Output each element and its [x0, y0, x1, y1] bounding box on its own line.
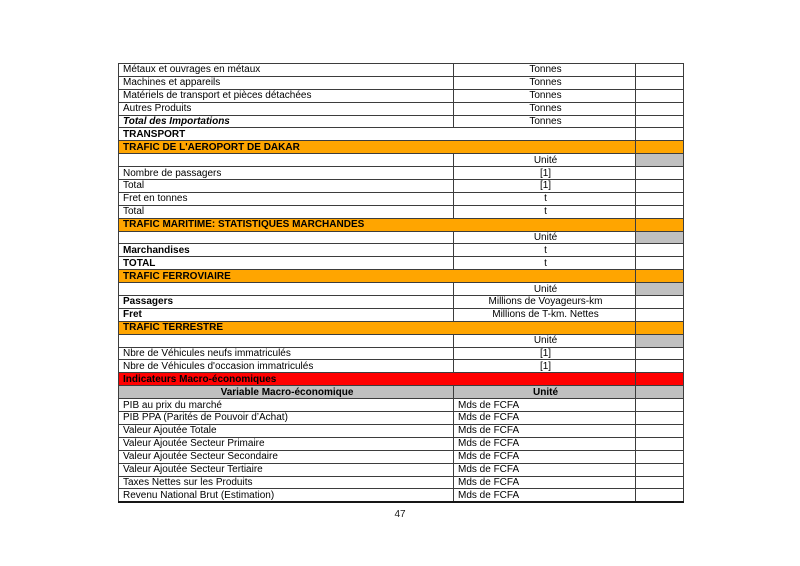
row-label: Total: [119, 180, 454, 193]
row-extra: [636, 76, 684, 89]
table-row: [119, 218, 684, 231]
row-extra: [636, 424, 684, 437]
section-header-label: TRAFIC DE L'AEROPORT DE DAKAR: [119, 141, 636, 154]
row-label: PIB PPA (Parités de Pouvoir d’Achat): [119, 412, 454, 425]
row-unit: [1]: [454, 360, 636, 373]
row-label: PIB au prix du marché: [119, 399, 454, 412]
section-header-label: TRAFIC FERROVIAIRE: [119, 270, 636, 283]
table-row: [119, 412, 684, 425]
table-row: [119, 450, 684, 463]
row-extra: [636, 231, 684, 244]
table-row: [119, 64, 684, 77]
row-unit: [1]: [454, 347, 636, 360]
table-row: [119, 115, 684, 128]
table-row: [119, 334, 684, 347]
table-row: [119, 463, 684, 476]
row-extra: [636, 476, 684, 489]
section-header-label: Indicateurs Macro-économiques: [119, 373, 636, 386]
row-label: Valeur Ajoutée Secteur Primaire: [119, 437, 454, 450]
table-row: [119, 308, 684, 321]
table-row: [119, 102, 684, 115]
row-label: Fret: [119, 308, 454, 321]
row-label: [119, 283, 454, 296]
row-label: Autres Produits: [119, 102, 454, 115]
statistics-table: [118, 63, 684, 503]
row-unit: Mds de FCFA: [454, 463, 636, 476]
row-unit: Mds de FCFA: [454, 450, 636, 463]
row-extra: [636, 386, 684, 399]
row-extra: [636, 360, 684, 373]
section-header-label: TRAFIC MARITIME: STATISTIQUES MARCHANDES: [119, 218, 636, 231]
section-header-label: TRAFIC TERRESTRE: [119, 321, 636, 334]
table-row: [119, 489, 684, 502]
row-label: [119, 334, 454, 347]
row-label: Revenu National Brut (Estimation): [119, 489, 454, 502]
row-label: Nbre de Véhicules d'occasion immatriculés: [119, 360, 454, 373]
row-extra: [636, 399, 684, 412]
row-extra: [636, 347, 684, 360]
table-row: [119, 141, 684, 154]
row-extra: [636, 64, 684, 77]
table-row: [119, 321, 684, 334]
row-extra: [636, 167, 684, 180]
column-header-unit: Unité: [454, 386, 636, 399]
table-row: [119, 283, 684, 296]
row-extra: [636, 257, 684, 270]
row-label: Total: [119, 205, 454, 218]
table-row: [119, 128, 684, 141]
unit-header: Unité: [454, 154, 636, 167]
row-extra: [636, 296, 684, 309]
table-row: [119, 296, 684, 309]
table-row: [119, 180, 684, 193]
row-unit: Tonnes: [454, 76, 636, 89]
row-label: Total des Importations: [119, 115, 454, 128]
table-row: [119, 167, 684, 180]
table-row: [119, 360, 684, 373]
row-extra: [636, 450, 684, 463]
row-extra: [636, 321, 684, 334]
row-unit: Mds de FCFA: [454, 399, 636, 412]
row-label: Marchandises: [119, 244, 454, 257]
table-row: [119, 399, 684, 412]
row-unit: t: [454, 257, 636, 270]
row-extra: [636, 89, 684, 102]
table-row: [119, 205, 684, 218]
row-unit: Tonnes: [454, 102, 636, 115]
row-label: Nbre de Véhicules neufs immatriculés: [119, 347, 454, 360]
row-extra: [636, 102, 684, 115]
row-unit: Tonnes: [454, 115, 636, 128]
table-row: [119, 270, 684, 283]
row-unit: t: [454, 192, 636, 205]
table-row: [119, 76, 684, 89]
row-unit: Mds de FCFA: [454, 424, 636, 437]
row-extra: [636, 437, 684, 450]
row-extra: [636, 283, 684, 296]
row-extra: [636, 154, 684, 167]
row-unit: [1]: [454, 167, 636, 180]
row-extra: [636, 128, 684, 141]
row-label: TOTAL: [119, 257, 454, 270]
unit-header: Unité: [454, 334, 636, 347]
row-label: Métaux et ouvrages en métaux: [119, 64, 454, 77]
statistics-table-body: [119, 64, 684, 503]
table-row: [119, 257, 684, 270]
row-unit: t: [454, 244, 636, 257]
row-extra: [636, 218, 684, 231]
row-unit: Tonnes: [454, 89, 636, 102]
column-header-variable: Variable Macro-économique: [119, 386, 454, 399]
table-row: [119, 476, 684, 489]
table-row: [119, 386, 684, 399]
row-label: Valeur Ajoutée Secteur Secondaire: [119, 450, 454, 463]
row-extra: [636, 308, 684, 321]
row-label: Fret en tonnes: [119, 192, 454, 205]
table-row: [119, 192, 684, 205]
row-extra: [636, 180, 684, 193]
table-row: [119, 154, 684, 167]
row-label: [119, 231, 454, 244]
row-unit: Millions de T-km. Nettes: [454, 308, 636, 321]
row-extra: [636, 270, 684, 283]
row-unit: Millions de Voyageurs-km: [454, 296, 636, 309]
table-row: [119, 347, 684, 360]
row-unit: Mds de FCFA: [454, 412, 636, 425]
row-extra: [636, 141, 684, 154]
table-row: [119, 89, 684, 102]
unit-header: Unité: [454, 231, 636, 244]
row-label: Taxes Nettes sur les Produits: [119, 476, 454, 489]
row-label: Machines et appareils: [119, 76, 454, 89]
row-unit: Mds de FCFA: [454, 437, 636, 450]
row-label: Matériels de transport et pièces détachées: [119, 89, 454, 102]
row-unit: Mds de FCFA: [454, 489, 636, 502]
row-extra: [636, 205, 684, 218]
row-unit: t: [454, 205, 636, 218]
row-extra: [636, 334, 684, 347]
table-row: [119, 231, 684, 244]
row-extra: [636, 192, 684, 205]
row-label: Valeur Ajoutée Secteur Tertiaire: [119, 463, 454, 476]
row-unit: [1]: [454, 180, 636, 193]
unit-header: Unité: [454, 283, 636, 296]
table-row: [119, 244, 684, 257]
row-extra: [636, 244, 684, 257]
row-unit: Mds de FCFA: [454, 476, 636, 489]
row-label: TRANSPORT: [119, 128, 636, 141]
table-row: [119, 424, 684, 437]
table-row: [119, 437, 684, 450]
row-extra: [636, 489, 684, 502]
row-label: Nombre de passagers: [119, 167, 454, 180]
row-label: Passagers: [119, 296, 454, 309]
row-label: [119, 154, 454, 167]
row-unit: Tonnes: [454, 64, 636, 77]
row-label: Valeur Ajoutée Totale: [119, 424, 454, 437]
row-extra: [636, 115, 684, 128]
table-row: [119, 373, 684, 386]
page-number: 47: [394, 509, 406, 520]
row-extra: [636, 463, 684, 476]
row-extra: [636, 373, 684, 386]
row-extra: [636, 412, 684, 425]
